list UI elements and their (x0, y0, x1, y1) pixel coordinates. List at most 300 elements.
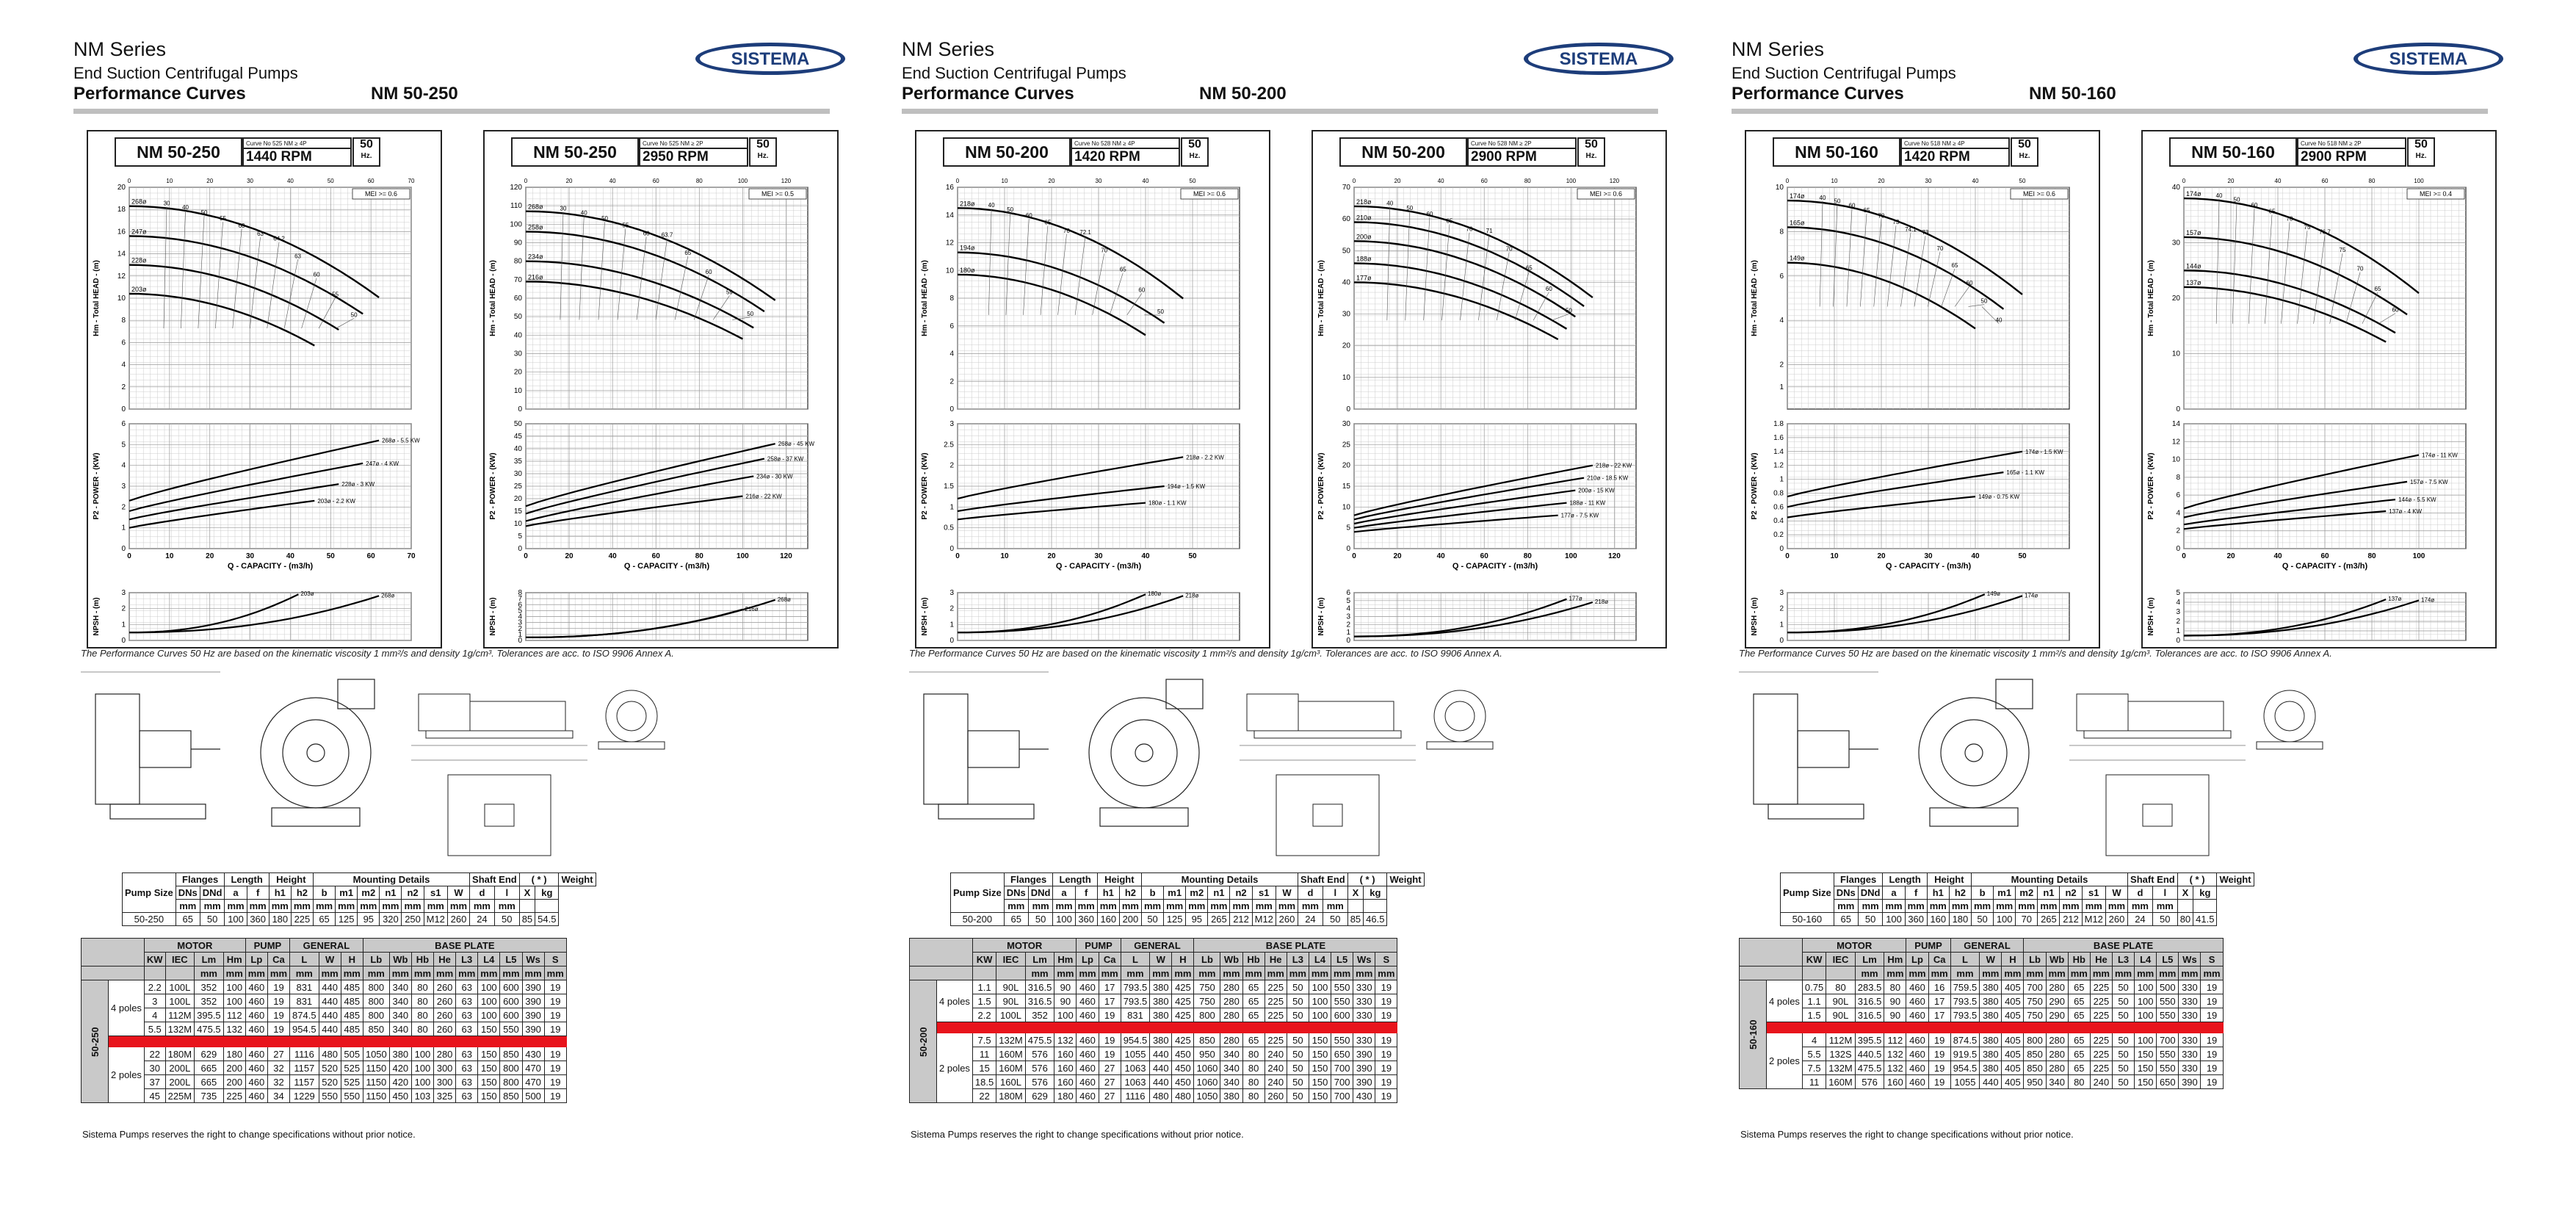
logo-text: SISTEMA (2389, 49, 2468, 69)
motor-unit-header: mm (1099, 966, 1121, 980)
motor-col-header: L5 (500, 953, 522, 966)
motor-cell: 63 (456, 1075, 478, 1089)
head-tick-label: 60 (513, 295, 522, 303)
pump-dimension-value: 100 (225, 913, 247, 926)
power-tick-label: 30 (513, 470, 522, 478)
efficiency-label: 59 (726, 289, 733, 296)
motor-row (82, 1061, 567, 1075)
pump-dimension-value: 225 (291, 913, 313, 926)
pump-dimension-header-row (951, 873, 1425, 886)
motor-cell: 380 (1150, 994, 1172, 1008)
motor-cell: 485 (341, 994, 363, 1008)
power-tick-label: 10 (1342, 503, 1350, 512)
motor-cell: 600 (500, 980, 522, 994)
capacity-top-tick-label: 30 (1925, 178, 1932, 184)
motor-cell: 352 (195, 994, 224, 1008)
capacity-tick-label: 50 (326, 552, 335, 560)
head-curve (526, 281, 742, 339)
motor-cell: 50 (1287, 1089, 1309, 1103)
efficiency-label: 40 (580, 209, 587, 217)
dimension-drawings (902, 665, 1651, 870)
capacity-top-tick-label: 20 (1394, 178, 1401, 184)
motor-col-header: Hb (411, 953, 433, 966)
power-curve (129, 441, 379, 501)
pump-dimension-value: 50 (1858, 913, 1883, 926)
motor-cell: 735 (195, 1089, 224, 1103)
performance-curves-label: Performance Curves (1732, 84, 1904, 104)
motor-col-header: Lp (245, 953, 267, 966)
motor-cell: 3 (144, 994, 165, 1008)
motor-cell: 100 (223, 980, 245, 994)
motor-cell: 90L (996, 980, 1026, 994)
motor-cell: 440.5 (1855, 1047, 1884, 1061)
motor-cell: 19 (1375, 1047, 1397, 1061)
efficiency-label: 60 (1966, 279, 1973, 286)
motor-cell: 352 (1025, 1008, 1054, 1022)
motor-cell: 90 (1054, 980, 1077, 994)
motor-cell: 576 (1025, 1075, 1054, 1089)
motor-col-header: IEC (1826, 953, 1856, 966)
motor-cell: 100 (2135, 1033, 2157, 1047)
motor-col-header: L4 (1309, 953, 1331, 966)
motor-cell: 65 (1242, 1033, 1265, 1047)
motor-cell: 330 (1353, 1033, 1375, 1047)
motor-cell: 793.5 (1121, 980, 1150, 994)
pump-dimension-value: 24 (470, 913, 495, 926)
capacity-tick-label: 60 (651, 552, 660, 560)
efficiency-label: 70 (2356, 265, 2364, 272)
catalog-page (1658, 0, 2488, 1214)
motor-cell: 325 (434, 1089, 456, 1103)
npsh-axis-label: NPSH - (m) (489, 597, 497, 636)
power-tick-label: 5 (518, 532, 522, 541)
power-tick-label: 10 (2171, 455, 2180, 464)
motor-col-header: Ca (267, 953, 289, 966)
motor-cell: 112 (1884, 1033, 1906, 1047)
impeller-label: 165ø (1790, 219, 1805, 227)
pump-dimension-unit (1347, 900, 1363, 913)
motor-unit-header: mm (456, 966, 478, 980)
motor-cell: 50 (2112, 1047, 2134, 1061)
motor-col-header: L5 (1331, 953, 1353, 966)
power-tick-label: 8 (2176, 473, 2180, 482)
motor-row (82, 1075, 567, 1089)
npsh-tick-label: 0 (2176, 637, 2180, 644)
pump-dimension-group-header: ( * ) (2177, 873, 2217, 886)
npsh-tick-label: 1 (949, 621, 954, 629)
mei-label: MEI >= 0.6 (1589, 190, 1623, 198)
motor-cell: 405 (2002, 1047, 2024, 1061)
motor-cell: 460 (1077, 980, 1099, 994)
pump-dimension-group-header: ( * ) (519, 873, 559, 886)
efficiency-label: 50 (1980, 297, 1988, 305)
motor-cell: 390 (1353, 1061, 1375, 1075)
motor-cell: 17 (1099, 994, 1121, 1008)
impeller-label: 234ø (528, 253, 543, 261)
efficiency-label: 65 (1119, 266, 1126, 273)
npsh-axis-label: NPSH - (m) (921, 597, 929, 636)
efficiency-label: 72.1 (1079, 228, 1091, 236)
motor-cell: 50 (1287, 994, 1309, 1008)
motor-unit-header: mm (2046, 966, 2068, 980)
power-tick-label: 0 (1346, 545, 1350, 553)
motor-col-header: L4 (2135, 953, 2157, 966)
motor-cell: 200L (165, 1075, 195, 1089)
motor-col-header: Lb (1194, 953, 1220, 966)
motor-cell: 470 (522, 1061, 544, 1075)
motor-cell: 380 (1980, 1061, 2002, 1075)
motor-cell: 316.5 (1025, 994, 1054, 1008)
motor-col-header: L3 (456, 953, 478, 966)
npsh-curve-label: 149ø (1986, 590, 2001, 598)
pump-dimension-value-row (951, 913, 1425, 926)
capacity-top-tick-label: 0 (524, 178, 528, 184)
motor-col-header: Wb (389, 953, 411, 966)
head-tick-label: 10 (1775, 184, 1784, 192)
pump-dimension-value: 50 (1028, 913, 1053, 926)
motor-cell: 2.2 (972, 1008, 996, 1022)
motor-cell: 550 (1331, 980, 1353, 994)
power-curve-label: 157ø - 7.5 KW (2410, 478, 2448, 485)
pump-dimension-col-row (1781, 886, 2254, 900)
header-rule (1732, 109, 2488, 114)
motor-unit-header: mm (1855, 966, 1884, 980)
efficiency-label: 65 (2268, 208, 2276, 215)
power-curve-label: 180ø - 1.1 KW (1148, 499, 1187, 507)
efficiency-label: 40 (182, 203, 189, 211)
frequency-unit: Hz. (2019, 152, 2030, 160)
pump-dimension-group-header: Shaft End (470, 873, 520, 886)
motor-cell: 19 (1928, 1061, 1950, 1075)
efficiency-label: 60 (1426, 210, 1433, 217)
motor-col-header: IEC (165, 953, 195, 966)
curve-number: Curve No 518 NM ≥ 2P (2297, 137, 2406, 149)
capacity-tick-label: 100 (2412, 552, 2425, 560)
motor-cell: 440 (1150, 1075, 1172, 1089)
capacity-top-tick-label: 40 (1972, 178, 1979, 184)
pump-motor-assembly-view (1240, 694, 1416, 856)
pump-dimension-col: kg (2193, 886, 2217, 900)
npsh-tick-label: 0 (1779, 637, 1784, 644)
motor-cell: 525 (341, 1061, 363, 1075)
efficiency-label: 50 (747, 310, 754, 317)
efficiency-label: 40 (1819, 194, 1826, 201)
npsh-tick-label: 6 (1346, 589, 1350, 597)
motor-cell: 405 (2002, 1033, 2024, 1047)
motor-cell: 405 (2002, 1008, 2024, 1022)
capacity-tick-label: 50 (2018, 552, 2027, 560)
motor-cell: 180M (165, 1047, 195, 1061)
motor-cell: 7.5 (1802, 1061, 1826, 1075)
capacity-tick-label: 20 (206, 552, 214, 560)
pump-dimension-value-row (123, 913, 596, 926)
sistema-logo (1522, 41, 1675, 76)
pump-dimension-unit: mm (269, 900, 291, 913)
efficiency-label: 65 (1863, 206, 1870, 214)
power-tick-label: 5 (1346, 524, 1350, 532)
motor-cell: 27 (267, 1047, 289, 1061)
capacity-top-tick-label: 30 (247, 178, 254, 184)
capacity-top-tick-label: 60 (2321, 178, 2329, 184)
capacity-top-tick-label: 60 (652, 178, 659, 184)
efficiency-label: 60 (238, 222, 245, 229)
motor-cell: 19 (1375, 980, 1397, 994)
motor-cell: 132S (1826, 1047, 1856, 1061)
motor-cell: 850 (500, 1089, 522, 1103)
power-curve (958, 486, 1165, 511)
motor-cell: 800 (1194, 1008, 1220, 1022)
sistema-logo (694, 41, 847, 76)
motor-cell: 100 (2135, 1008, 2157, 1022)
motor-cell: 19 (2201, 1047, 2223, 1061)
motor-cell: 480 (1172, 1089, 1194, 1103)
npsh-curve-label: 218ø (1185, 592, 1199, 599)
rights-notice: Sistema Pumps reserves the right to change specifications without prior notice. (911, 1129, 1244, 1140)
motor-cell: 90 (1884, 994, 1906, 1008)
motor-cell: 260 (1265, 1089, 1287, 1103)
frequency-unit: Hz. (757, 152, 769, 160)
pump-front-view (261, 679, 375, 826)
motor-end-view (1427, 690, 1493, 749)
capacity-tick-label: 40 (608, 552, 617, 560)
curve-rpm: 2950 RPM (639, 148, 748, 167)
pump-dimension-value: 160 (1097, 913, 1119, 926)
motor-baseplate-table (81, 938, 567, 1103)
power-axis-label: P2 - POWER - (KW) (1751, 452, 1759, 520)
motor-cell: 576 (1025, 1061, 1054, 1075)
capacity-tick-label: 20 (565, 552, 574, 560)
power-tick-label: 3 (949, 420, 954, 428)
head-tick-label: 4 (121, 361, 126, 369)
motor-cell: 1.5 (1802, 1008, 1826, 1022)
poles-label: 4 poles (1767, 980, 1803, 1022)
pump-dimension-unit: mm (2038, 900, 2060, 913)
pump-dimension-col: DNd (1858, 886, 1883, 900)
motor-cell: 65 (2068, 1033, 2090, 1047)
motor-cell: 440 (319, 994, 341, 1008)
motor-cell: 750 (1194, 994, 1220, 1008)
head-tick-label: 8 (121, 317, 126, 325)
motor-cell: 19 (2201, 1061, 2223, 1075)
pump-dimension-col: l (1323, 886, 1347, 900)
capacity-top-tick-label: 50 (1189, 178, 1196, 184)
pump-front-view (1089, 679, 1203, 826)
power-axis-label: P2 - POWER - (KW) (1317, 452, 1325, 520)
power-curve-label: 203ø - 2.2 KW (317, 497, 355, 505)
motor-cell: 132M (996, 1033, 1026, 1047)
curve-rpm: 1420 RPM (1900, 148, 2010, 167)
motor-cell: 100 (478, 980, 500, 994)
motor-cell: 750 (1194, 980, 1220, 994)
capacity-top-tick-label: 10 (1831, 178, 1838, 184)
motor-cell: 1.1 (1802, 994, 1826, 1008)
motor-row (82, 1008, 567, 1022)
motor-cell: 425 (1172, 1033, 1194, 1047)
curve-note: The Performance Curves 50 Hz are based on the kinematic viscosity 1 mm²/s and density 1g/cm³. Tolerances are acc. to ISO 9906 Annex A. (909, 648, 1502, 659)
motor-cell: 0.75 (1802, 980, 1826, 994)
motor-cell: 160M (1826, 1075, 1856, 1089)
capacity-tick-label: 10 (1830, 552, 1839, 560)
head-tick-label: 10 (1342, 373, 1350, 382)
motor-cell: 160M (996, 1061, 1026, 1075)
capacity-tick-label: 10 (165, 552, 174, 560)
capacity-tick-label: 80 (1523, 552, 1532, 560)
motor-table-unit-row (910, 966, 1397, 980)
motor-cell: 460 (245, 980, 267, 994)
efficiency-label: 70 (1505, 245, 1513, 253)
pump-dimension-value: 95 (358, 913, 380, 926)
pump-dimension-col: DNs (1834, 886, 1858, 900)
motor-col-header: Ws (1353, 953, 1375, 966)
performance-chart (1746, 167, 2096, 644)
motor-cell: 280 (1220, 1008, 1242, 1022)
power-tick-label: 1.5 (944, 483, 954, 491)
pump-dimension-unit: mm (2105, 900, 2127, 913)
capacity-top-tick-label: 20 (206, 178, 214, 184)
motor-row (1740, 1033, 2224, 1047)
motor-cell: 65 (2068, 994, 2090, 1008)
motor-cell: 160 (1054, 1061, 1077, 1075)
motor-cell: 954.5 (1950, 1061, 1980, 1075)
motor-unit-header (972, 966, 996, 980)
motor-cell: 1050 (363, 1047, 389, 1061)
pump-dimension-value: 125 (336, 913, 358, 926)
motor-cell: 19 (1099, 1047, 1121, 1061)
pump-dimension-col: s1 (1252, 886, 1276, 900)
pump-dimension-col: h2 (291, 886, 313, 900)
motor-cell: 505 (341, 1047, 363, 1061)
pump-dimension-col: m1 (1994, 886, 2016, 900)
motor-col-header: S (544, 953, 566, 966)
capacity-top-tick-label: 20 (1878, 178, 1885, 184)
motor-cell: 460 (245, 1008, 267, 1022)
motor-baseplate-table (1739, 938, 2224, 1089)
curve-rpm: 1420 RPM (1071, 148, 1180, 167)
motor-unit-header: mm (2135, 966, 2157, 980)
motor-table-col-row (82, 953, 567, 966)
motor-cell: 65 (2068, 1008, 2090, 1022)
baseplate-group-header: BASE PLATE (363, 939, 566, 953)
motor-row (1740, 1047, 2224, 1061)
power-curve-label: 258ø - 37 KW (767, 455, 804, 463)
motor-cell: 225 (2090, 980, 2112, 994)
efficiency-label: 63 (294, 253, 302, 260)
motor-table-unit-row (1740, 966, 2224, 980)
motor-cell: 50 (1287, 1047, 1309, 1061)
head-curve (1787, 227, 2003, 308)
motor-col-header: Hm (1884, 953, 1906, 966)
pump-dimension-unit: mm (1119, 900, 1141, 913)
pump-dimension-col: n1 (2038, 886, 2060, 900)
pump-dimension-group-header: Shaft End (2128, 873, 2178, 886)
motor-cell: 1063 (1121, 1075, 1150, 1089)
motor-cell: 17 (1099, 980, 1121, 994)
motor-cell: 100 (478, 1008, 500, 1022)
impeller-label: 268ø (131, 198, 147, 206)
motor-cell: 485 (341, 1008, 363, 1022)
pump-dimension-value: 260 (447, 913, 469, 926)
motor-cell: 330 (2179, 1047, 2201, 1061)
capacity-tick-label: 0 (955, 552, 960, 560)
motor-cell: 440 (319, 1022, 341, 1036)
model-side-label: 50-200 (910, 980, 937, 1103)
capacity-top-tick-label: 40 (609, 178, 616, 184)
motor-cell: 390 (522, 1022, 544, 1036)
head-axis-label: Hm - Total HEAD - (m) (93, 260, 101, 336)
head-tick-label: 20 (513, 368, 522, 377)
motor-col-header: IEC (996, 953, 1026, 966)
motor-cell: 32 (267, 1075, 289, 1089)
motor-cell: 380 (1980, 994, 2002, 1008)
capacity-top-tick-label: 0 (1352, 178, 1356, 184)
pump-dimension-value: 50-250 (123, 913, 176, 926)
pump-dimension-value: 250 (402, 913, 424, 926)
motor-cell: 19 (1928, 1075, 1950, 1089)
capacity-top-tick-label: 80 (2368, 178, 2376, 184)
head-tick-label: 6 (949, 322, 954, 330)
power-tick-label: 1 (949, 503, 954, 512)
motor-cell: 831 (290, 994, 319, 1008)
npsh-curve (526, 600, 775, 637)
poles-label: 2 poles (937, 1033, 973, 1103)
mei-label: MEI >= 0.4 (2419, 190, 2453, 198)
motor-cell: 340 (389, 994, 411, 1008)
motor-cell: 470 (522, 1075, 544, 1089)
motor-cell: 45 (144, 1089, 165, 1103)
motor-cell: 280 (434, 1047, 456, 1061)
series-title: NM Series (902, 38, 995, 60)
power-tick-label: 2.5 (944, 441, 954, 449)
pump-dimension-group-header: Height (1097, 873, 1141, 886)
motor-cell: 440 (319, 1008, 341, 1022)
motor-cell: 63 (456, 1008, 478, 1022)
curve-model: NM 50-160 (2169, 137, 2297, 167)
efficiency-label: 70 (2286, 215, 2293, 223)
pump-dimension-group-header: Length (225, 873, 269, 886)
npsh-tick-label: 1 (518, 630, 522, 639)
motor-cell: 225 (1265, 980, 1287, 994)
pump-size-header: Pump Size (1781, 873, 1834, 913)
capacity-tick-label: 60 (1480, 552, 1488, 560)
motor-cell: 19 (544, 1008, 566, 1022)
pump-dimension-col: DNd (200, 886, 225, 900)
npsh-curve-label: 268ø (777, 596, 791, 603)
head-tick-label: 0 (518, 405, 522, 413)
pump-dimension-header-row (123, 873, 596, 886)
performance-chart (2143, 167, 2492, 644)
pump-group-header: PUMP (1077, 939, 1121, 953)
power-tick-label: 4 (121, 461, 126, 470)
power-panel (1342, 420, 1636, 553)
motor-cell: 1.1 (972, 980, 996, 994)
dimension-drawings (1732, 665, 2481, 870)
motor-cell: 100 (478, 994, 500, 1008)
motor-cell: 132 (1884, 1061, 1906, 1075)
curve-number: Curve No 518 NM ≥ 4P (1900, 137, 2010, 149)
efficiency-label: 70 (1878, 212, 1885, 220)
motor-cell: 260 (434, 994, 456, 1008)
motor-col-header: KW (972, 953, 996, 966)
motor-cell: 100 (1309, 1008, 1331, 1022)
capacity-top-tick-label: 100 (1566, 178, 1577, 184)
motor-cell: 300 (434, 1061, 456, 1075)
power-tick-label: 1.8 (1773, 420, 1784, 428)
head-panel (1342, 184, 1636, 413)
motor-cell: 280 (2046, 1047, 2068, 1061)
frequency-value: 50 (1585, 138, 1598, 151)
motor-cell: 629 (195, 1047, 224, 1061)
efficiency-label: 76.7 (2319, 228, 2331, 236)
